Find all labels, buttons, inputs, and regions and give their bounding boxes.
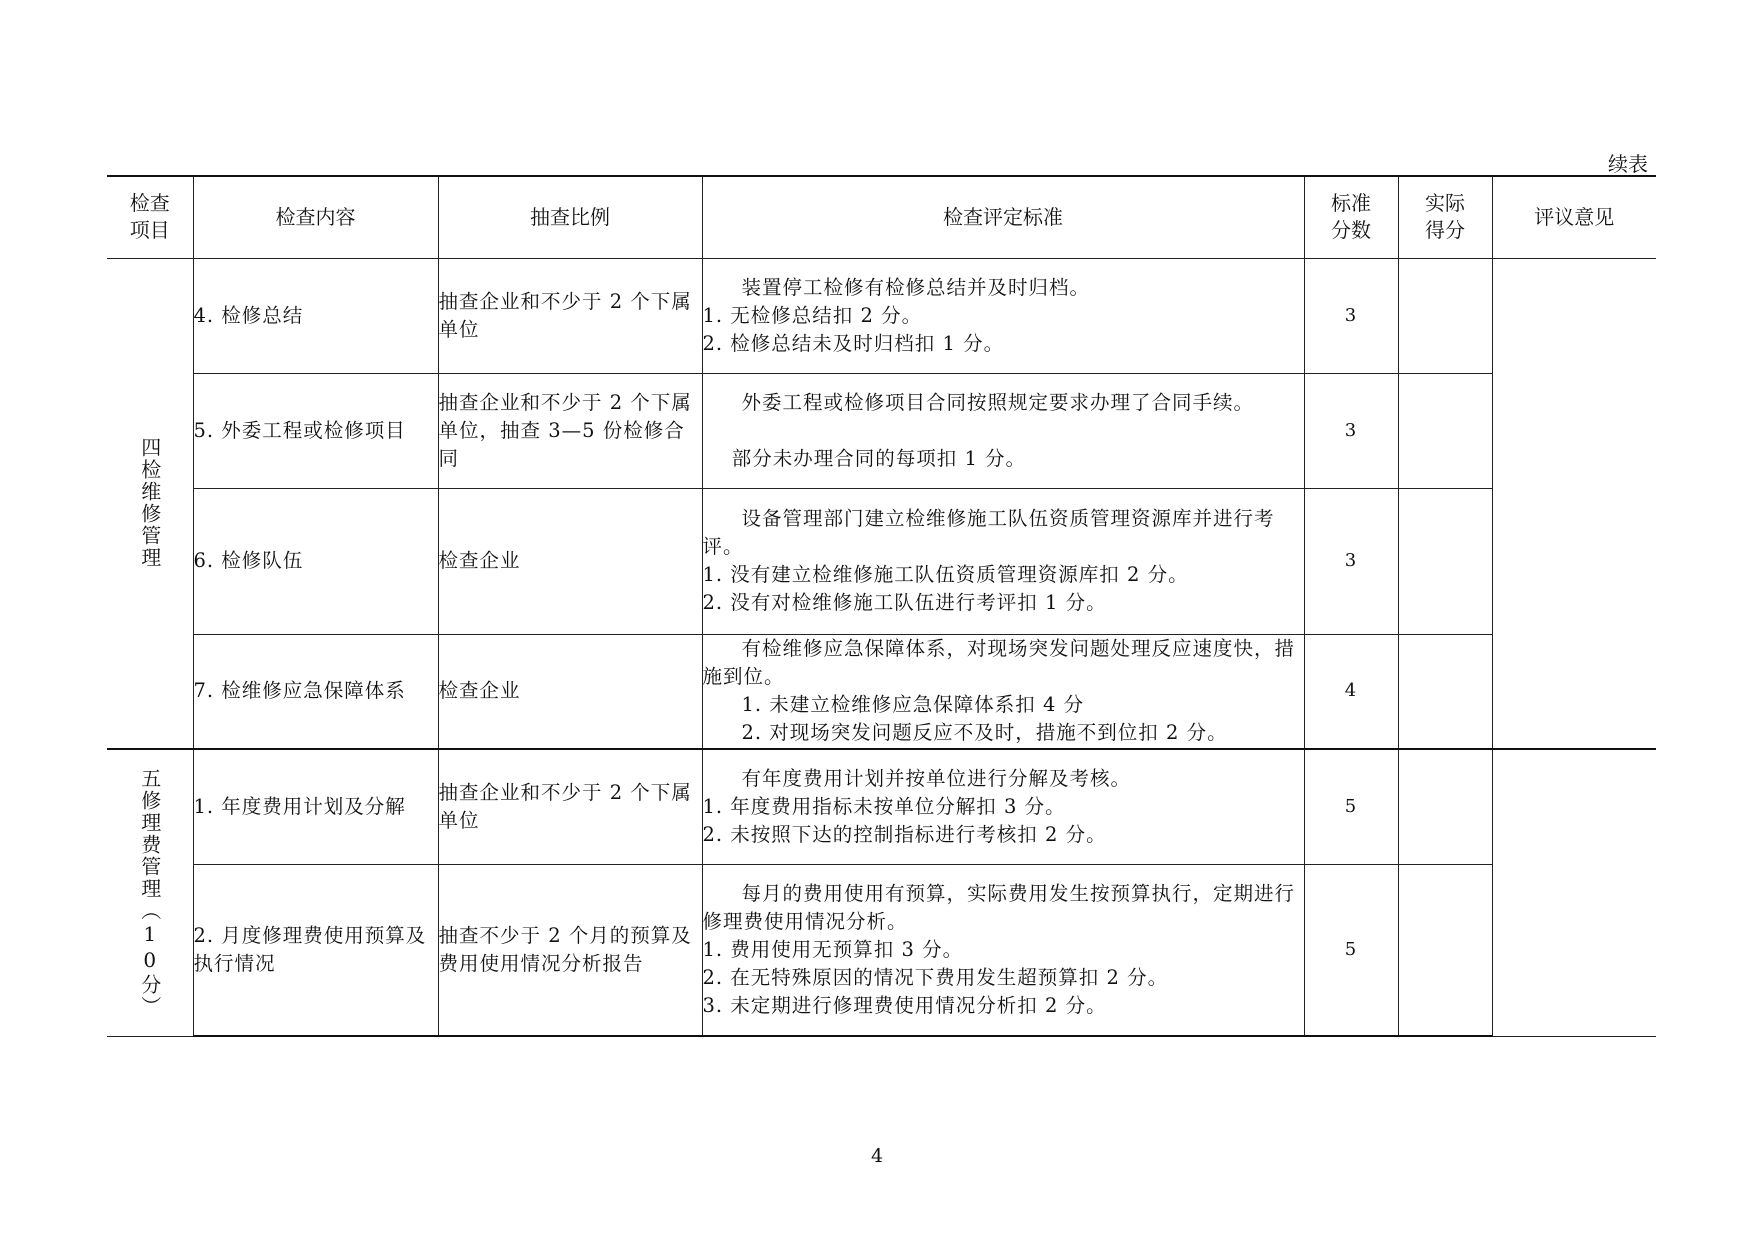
page-number: 4 [870, 1145, 884, 1167]
criteria-cell: 有检维修应急保障体系，对现场突发问题处理反应速度快，措施到位。 1. 未建立检维修应急保障体系扣 4 分 2. 对现场突发问题反应不及时，措施不到位扣 2 分。 [702, 634, 1304, 749]
header-row [107, 176, 1656, 258]
criteria-cell: 设备管理部门建立检维修施工队伍资质管理资源库并进行考评。 1. 没有建立检维修施工队伍资质管理资源库扣 2 分。 2. 没有对检维修施工队伍进行考评扣 1 分。 [702, 488, 1304, 634]
comment-cell[interactable] [1492, 749, 1656, 1036]
criteria-cell: 有年度费用计划并按单位进行分解及考核。 1. 年度费用指标未按单位分解扣 3 分。 2. 未按照下达的控制指标进行考核扣 2 分。 [702, 749, 1304, 864]
ratio-cell: 检查企业 [438, 488, 702, 634]
content-cell: 2. 月度修理费使用预算及执行情况 [193, 864, 438, 1036]
header-content: 检查内容 [193, 176, 438, 258]
ratio-cell: 抽查不少于 2 个月的预算及费用使用情况分析报告 [438, 864, 702, 1036]
actual-score-cell[interactable] [1398, 488, 1492, 634]
header-std-score: 标准 分数 [1304, 176, 1398, 258]
table-row [107, 634, 1656, 749]
continued-label: 续表 [1608, 152, 1648, 176]
content-cell: 7. 检维修应急保障体系 [193, 634, 438, 749]
inspection-table [107, 175, 1656, 1037]
std-score-cell: 5 [1304, 864, 1398, 1036]
std-score-cell: 4 [1304, 634, 1398, 749]
actual-score-cell[interactable] [1398, 749, 1492, 864]
header-criteria: 检查评定标准 [702, 176, 1304, 258]
table-row [107, 864, 1656, 1036]
table-row [107, 749, 1656, 864]
table-row [107, 373, 1656, 488]
actual-score-cell[interactable] [1398, 864, 1492, 1036]
criteria-cell: 每月的费用使用有预算，实际费用发生按预算执行，定期进行修理费使用情况分析。 1. 费用使用无预算扣 3 分。 2. 在无特殊原因的情况下费用发生超预算扣 2 分。 3. 未定期进行修理费使用情况分析扣 2 分。 [702, 864, 1304, 1036]
section-label: 五修理费管理（10分） [137, 767, 162, 1018]
criteria-cell: 装置停工检修有检修总结并及时归档。 1. 无检修总结扣 2 分。 2. 检修总结未及时归档扣 1 分。 [702, 258, 1304, 373]
table-row [107, 488, 1656, 634]
std-score-cell: 3 [1304, 373, 1398, 488]
section-label: 四检维修管理 [137, 437, 162, 570]
std-score-cell: 5 [1304, 749, 1398, 864]
ratio-cell: 抽查企业和不少于 2 个下属单位 [438, 258, 702, 373]
actual-score-cell[interactable] [1398, 634, 1492, 749]
content-cell: 4. 检修总结 [193, 258, 438, 373]
header-item: 检查 项目 [107, 176, 193, 258]
content-cell: 5. 外委工程或检修项目 [193, 373, 438, 488]
comment-cell[interactable] [1492, 258, 1656, 749]
content-cell: 6. 检修队伍 [193, 488, 438, 634]
section-label-cell [107, 258, 193, 749]
ratio-cell: 检查企业 [438, 634, 702, 749]
actual-score-cell[interactable] [1398, 373, 1492, 488]
header-comment: 评议意见 [1492, 176, 1656, 258]
criteria-cell: 外委工程或检修项目合同按照规定要求办理了合同手续。 部分未办理合同的每项扣 1 分。 [702, 373, 1304, 488]
actual-score-cell[interactable] [1398, 258, 1492, 373]
header-actual-score: 实际 得分 [1398, 176, 1492, 258]
ratio-cell: 抽查企业和不少于 2 个下属单位 [438, 749, 702, 864]
std-score-cell: 3 [1304, 258, 1398, 373]
ratio-cell: 抽查企业和不少于 2 个下属单位，抽查 3—5 份检修合同 [438, 373, 702, 488]
table-row [107, 258, 1656, 373]
section-label-cell [107, 749, 193, 1036]
header-ratio: 抽查比例 [438, 176, 702, 258]
content-cell: 1. 年度费用计划及分解 [193, 749, 438, 864]
std-score-cell: 3 [1304, 488, 1398, 634]
